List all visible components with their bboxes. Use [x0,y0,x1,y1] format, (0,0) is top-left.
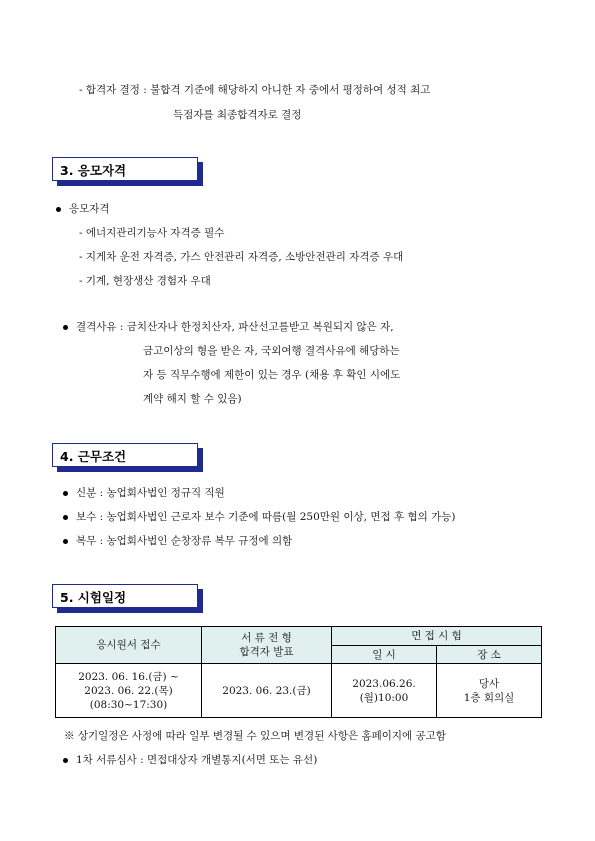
application-start: 2023. 06. 16.(금) ~ [78,670,179,683]
result-decision-line: - 합격자 결정 : 불합격 기준에 해당하지 아니한 자 중에서 평정하여 성적 최고 [79,84,431,96]
bullet-icon [63,515,68,520]
section-5-header [52,584,198,608]
qualification-item: - 지게차 운전 자격증, 가스 안전관리 자격증, 소방안전관리 자격증 우대 [79,251,404,263]
header-application: 응시원서 접수 [56,627,202,664]
work-condition-item: 보수 : 농업회사법인 근로자 보수 기준에 따름(월 250만원 이상, 면접 후 협의 가능) [76,511,456,523]
disqualification-line: 계약 해지 할 수 있음) [143,393,242,405]
schedule-note: ※ 상기일정은 사정에 따라 일부 변경될 수 있으며 변경된 사항은 홈페이지에 공고함 [64,730,446,742]
header-document-result [202,627,332,664]
section-3-header [52,157,198,181]
header-interview-datetime: 일 시 [332,646,437,664]
section-3-title: 3. 응모자격 [60,163,127,178]
qualification-item: - 에너지관리기능사 자격증 필수 [79,227,225,239]
place-line1: 당사 [478,677,500,690]
bullet-icon [63,491,68,496]
cell-document-result: 2023. 06. 23.(금) [202,664,332,718]
place-line2: 1층 회의실 [463,691,515,704]
section-4-header [52,443,198,467]
header-document-result-line2: 합격자 발표 [239,646,294,658]
interview-time: (월)10:00 [359,691,409,704]
qualification-item: - 기계, 현장생산 경험자 우대 [79,275,211,287]
qualification-title: 응모자격 [69,203,110,215]
bullet-icon [63,539,68,544]
application-end: 2023. 06. 22.(목) [84,684,173,697]
disqualification-line: 금고이상의 형을 받은 자, 국외여행 결격사유에 해당하는 [143,345,400,357]
header-interview: 면 접 시 험 [332,627,542,646]
disqualification-line: 결격사유 : 금치산자나 한정치산자, 파산선고를받고 복원되지 않은 자, [76,321,394,333]
section-4-title: 4. 근무조건 [60,449,127,464]
cell-interview-place [437,664,542,718]
disqualification-line: 자 등 직무수행에 제한이 있는 경우 (채용 후 확인 시에도 [143,369,401,381]
bullet-icon [56,207,61,212]
cell-application-period [56,664,202,718]
header-interview-place: 장 소 [437,646,542,664]
cell-interview-datetime [332,664,437,718]
bullet-icon [63,758,68,763]
screening-notice: 1차 서류심사 : 면접대상자 개별통지(서면 또는 유선) [76,754,318,766]
bullet-icon [63,325,68,330]
result-decision-continuation: 득점자를 최종합격자로 결정 [173,109,302,121]
header-document-result-line1: 서 류 전 형 [241,632,292,644]
work-condition-item: 복무 : 농업회사법인 순창장류 복무 규정에 의함 [76,535,293,547]
application-hours: (08:30~17:30) [89,698,168,711]
schedule-table [55,626,542,718]
work-condition-item: 신분 : 농업회사법인 정규직 직원 [76,487,225,499]
interview-date: 2023.06.26. [352,677,416,690]
section-5-title: 5. 시험일정 [60,590,127,605]
